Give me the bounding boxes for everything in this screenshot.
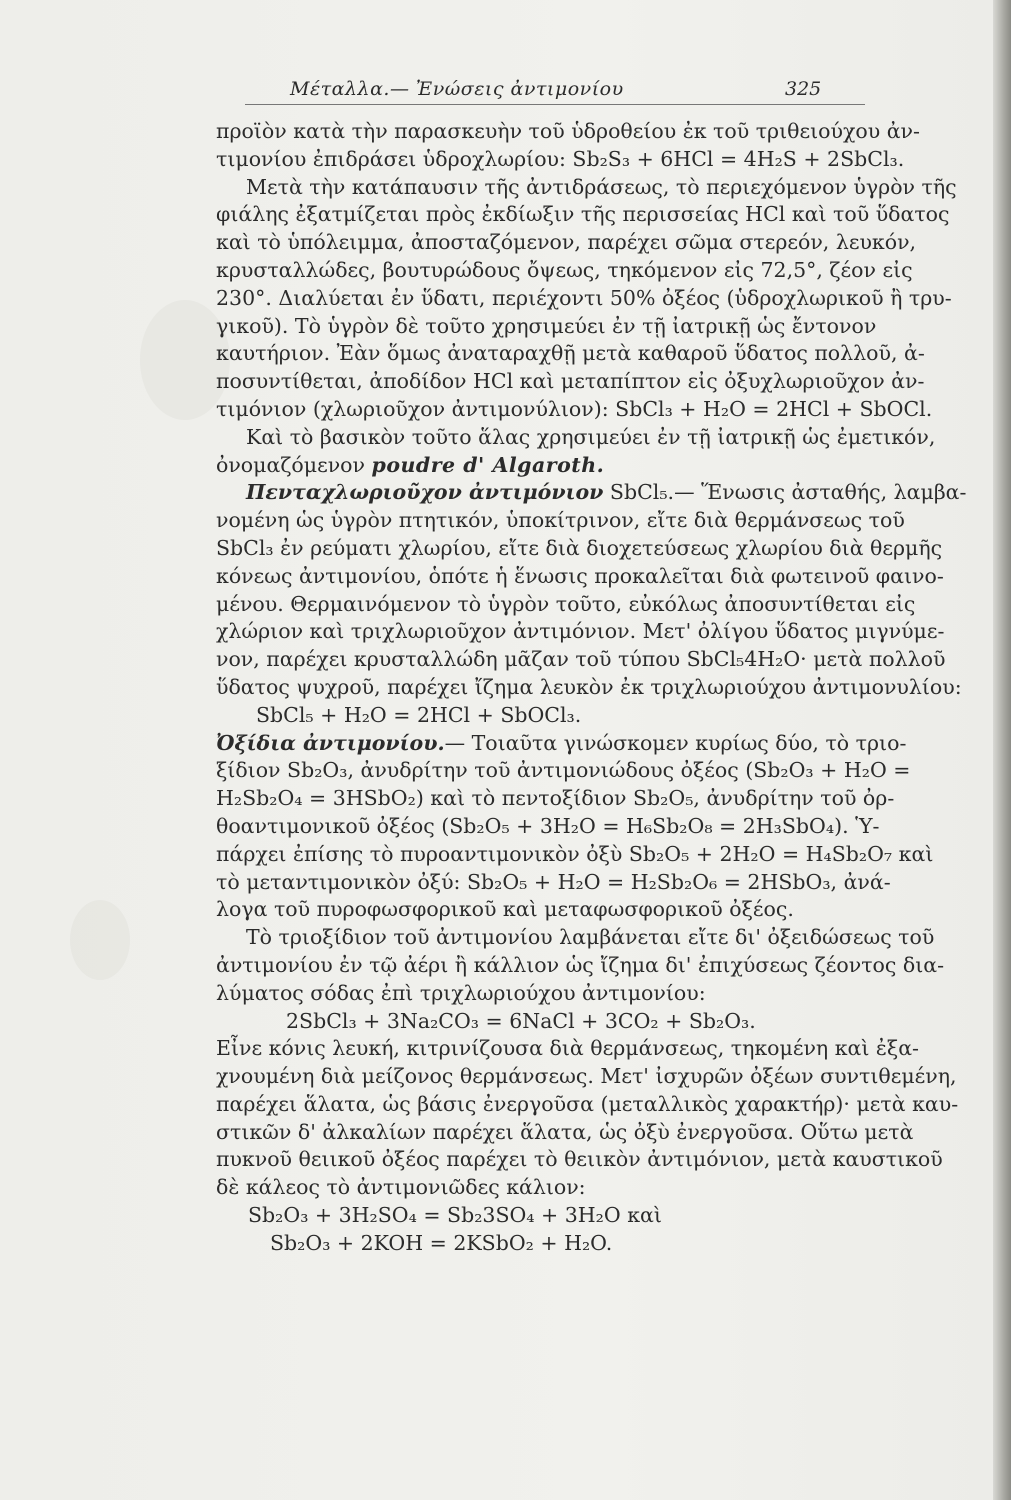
text-line: ποσυντίθεται, ἀποδίδον HCl καὶ μεταπίπτον εἰς ὀξυχλωριοῦχον ἀν- <box>216 369 925 394</box>
text-line: χλώριον καὶ τριχλωριοῦχον ἀντιμόνιον. Μετ' ὀλίγου ὕδατος μιγνύμε- <box>216 619 945 644</box>
text-line: στικῶν δ' ἀλκαλίων παρέχει ἅλατα, ὡς ὀξὺ ἐνεργοῦσα. Οὕτω μετὰ <box>216 1119 914 1144</box>
text-line: Εἶνε κόνις λευκή, κιτρινίζουσα διὰ θερμάνσεως, τηκομένη καὶ ἐξα- <box>216 1036 919 1061</box>
text-line: θοαντιμονικοῦ ὀξέος (Sb₂O₅ + 3H₂O = H₆Sb₂O₈ = 2H₃SbO₄). Ὑ- <box>216 813 880 838</box>
text-line: φιάλης ἐξατμίζεται πρὸς ἐκδίωξιν τῆς περισσείας HCl καὶ τοῦ ὕδατος <box>216 202 950 227</box>
text-line: ξίδιον Sb₂O₃, ἀνυδρίτην τοῦ ἀντιμονιώδους ὀξέος (Sb₂O₃ + H₂O = <box>216 758 911 783</box>
text-line: παρέχει ἅλατα, ὡς βάσις ἐνεργοῦσα (μεταλλικὸς χαρακτήρ)· μετὰ καυ- <box>216 1091 959 1116</box>
chemical-formula: SbCl₅ + H₂O = 2HCl + SbOCl₃. <box>256 702 582 727</box>
paragraph <box>216 174 957 424</box>
text-line <box>216 730 907 758</box>
text-line: καὶ τὸ ὑπόλειμμα, ἀποσταζόμενον, παρέχει σῶμα στερεόν, λευκόν, <box>216 230 917 255</box>
text-line: κρυσταλλώδες, βουτυρώδους ὄψεως, τηκόμενον εἰς 72,5°, ζέον εἰς <box>216 257 913 282</box>
text-line <box>216 479 967 507</box>
page-header <box>265 72 865 106</box>
paragraph <box>216 730 934 925</box>
book-spine-edge <box>993 0 1011 1500</box>
text-line: δὲ κάλεος τὸ ἀντιμονιῶδες κάλιον: <box>216 1175 586 1200</box>
text-line: SbCl₃ ἐν ρεύματι χλωρίου, εἴτε διὰ διοχετεύσεως χλωρίου διὰ θερμῆς <box>216 535 943 560</box>
text-line: καυτήριον. Ἐὰν ὅμως ἀναταραχθῇ μετὰ καθαροῦ ὕδατος πολλοῦ, ἀ- <box>216 341 925 366</box>
chemical-formula: Sb₂O₃ + 2KOH = 2KSbO₂ + H₂O. <box>270 1230 613 1255</box>
text-line: τὸ μεταντιμονικὸν ὀξύ: Sb₂O₅ + H₂O = H₂Sb₂O₆ = 2HSbO₃, ἀνά- <box>216 869 891 894</box>
text-line: προϊὸν κατὰ τὴν παρασκευὴν τοῦ ὑδροθείου ἐκ τοῦ τριθειούχου ἀν- <box>216 119 920 143</box>
text-line: ὕδατος ψυχροῦ, παρέχει ἴζημα λευκὸν ἐκ τριχλωριούχου ἀντιμονυλίου: <box>216 674 962 699</box>
section-heading: Πενταχλωριοῦχον ἀντιμόνιον <box>246 480 604 505</box>
text-fragment: SbCl₅.— Ἕνωσις ἀσταθής, λαμβα- <box>603 480 967 505</box>
text-line: Καὶ τὸ βασικὸν τοῦτο ἅλας χρησιμεύει ἐν τῇ ἰατρικῇ ὡς ἐμετικόν, <box>246 424 936 449</box>
text-line: νομένη ὡς ὑγρὸν πτητικόν, ὑποκίτρινον, εἴτε διὰ θερμάνσεως τοῦ <box>216 508 905 533</box>
text-line: πυκνοῦ θειικοῦ ὀξέος παρέχει τὸ θειικὸν ἀντιμόνιον, μετὰ καυστικοῦ <box>216 1147 943 1172</box>
paragraph <box>216 424 936 480</box>
text-fragment: — Τοιαῦτα γινώσκομεν κυρίως δύο, τὸ τριο- <box>444 730 907 755</box>
body-text <box>216 118 967 1258</box>
paragraph <box>216 118 920 174</box>
text-line: 230°. Διαλύεται ἐν ὕδατι, περιέχοντι 50% ὀξέος (ὑδροχλωρικοῦ ἢ τρυ- <box>216 285 952 310</box>
term-poudre-algaroth: poudre d' Algaroth. <box>371 452 605 477</box>
text-line: H₂Sb₂O₄ = 3HSbO₂) καὶ τὸ πεντοξίδιον Sb₂O₅, ἀνυδρίτην τοῦ ὀρ- <box>216 786 895 811</box>
text-line: κόνεως ἀντιμονίου, ὁπότε ἡ ἕνωσις προκαλεῖται διὰ φωτεινοῦ φαινο- <box>216 563 944 588</box>
chemical-formula: Sb₂O₃ + 3H₂SO₄ = Sb₂3SO₄ + 3H₂O καὶ <box>248 1203 662 1228</box>
text-line: χνουμένη διὰ μείζονος θερμάνσεως. Μετ' ἰσχυρῶν ὀξέων συντιθεμένη, <box>216 1064 957 1089</box>
text-line: πάρχει ἐπίσης τὸ πυροαντιμονικὸν ὀξὺ Sb₂O₅ + 2H₂O = H₄Sb₂O₇ καὶ <box>216 841 934 866</box>
chemical-formula: 2SbCl₃ + 3Na₂CO₃ = 6NaCl + 3CO₂ + Sb₂O₃. <box>286 1008 756 1033</box>
text-line: γικοῦ). Τὸ ὑγρὸν δὲ τοῦτο χρησιμεύει ἐν τῇ ἰατρικῇ ὡς ἔντονον <box>216 313 877 338</box>
paragraph <box>216 1035 959 1257</box>
page-number: 325 <box>785 78 822 100</box>
paper-stain <box>70 900 130 980</box>
paragraph <box>216 479 967 729</box>
text-line: Μετὰ τὴν κατάπαυσιν τῆς ἀντιδράσεως, τὸ περιεχόμενον ὑγρὸν τῆς <box>246 174 957 199</box>
text-line: τιμόνιον (χλωριοῦχον ἀντιμονύλιον): SbCl₃ + H₂O = 2HCl + SbOCl. <box>216 396 933 421</box>
text-line: ἀντιμονίου ἐν τῷ ἀέρι ἢ κάλλιον ὡς ἴζημα δι' ἐπιχύσεως ζέοντος δια- <box>216 952 945 977</box>
paragraph <box>216 924 945 1035</box>
running-title: Μέταλλα.— Ἐνώσεις ἀντιμονίου <box>290 78 624 100</box>
text-line: νον, παρέχει κρυσταλλώδη μᾶζαν τοῦ τύπου SbCl₅4H₂O· μετὰ πολλοῦ <box>216 647 946 672</box>
header-rule <box>245 104 865 105</box>
text-line <box>216 452 824 480</box>
text-line: λύματος σόδας ἐπὶ τριχλωριούχου ἀντιμονίου: <box>216 980 706 1005</box>
text-line: τιμονίου ἐπιδράσει ὑδροχλωρίου: Sb₂S₃ + 6HCl = 4H₂S + 2SbCl₃. <box>216 146 905 171</box>
text-line: μένου. Θερμαινόμενον τὸ ὑγρὸν τοῦτο, εὐκόλως ἀποσυντίθεται εἰς <box>216 591 916 616</box>
section-heading: Ὀξίδια ἀντιμονίου. <box>216 730 445 755</box>
text-line: λογα τοῦ πυροφωσφορικοῦ καὶ μεταφωσφορικοῦ ὀξέος. <box>216 897 794 922</box>
text-line: Τὸ τριοξίδιον τοῦ ἀντιμονίου λαμβάνεται εἴτε δι' ὀξειδώσεως τοῦ <box>246 925 935 950</box>
text-fragment: ὀνομαζόμενον <box>216 452 372 477</box>
